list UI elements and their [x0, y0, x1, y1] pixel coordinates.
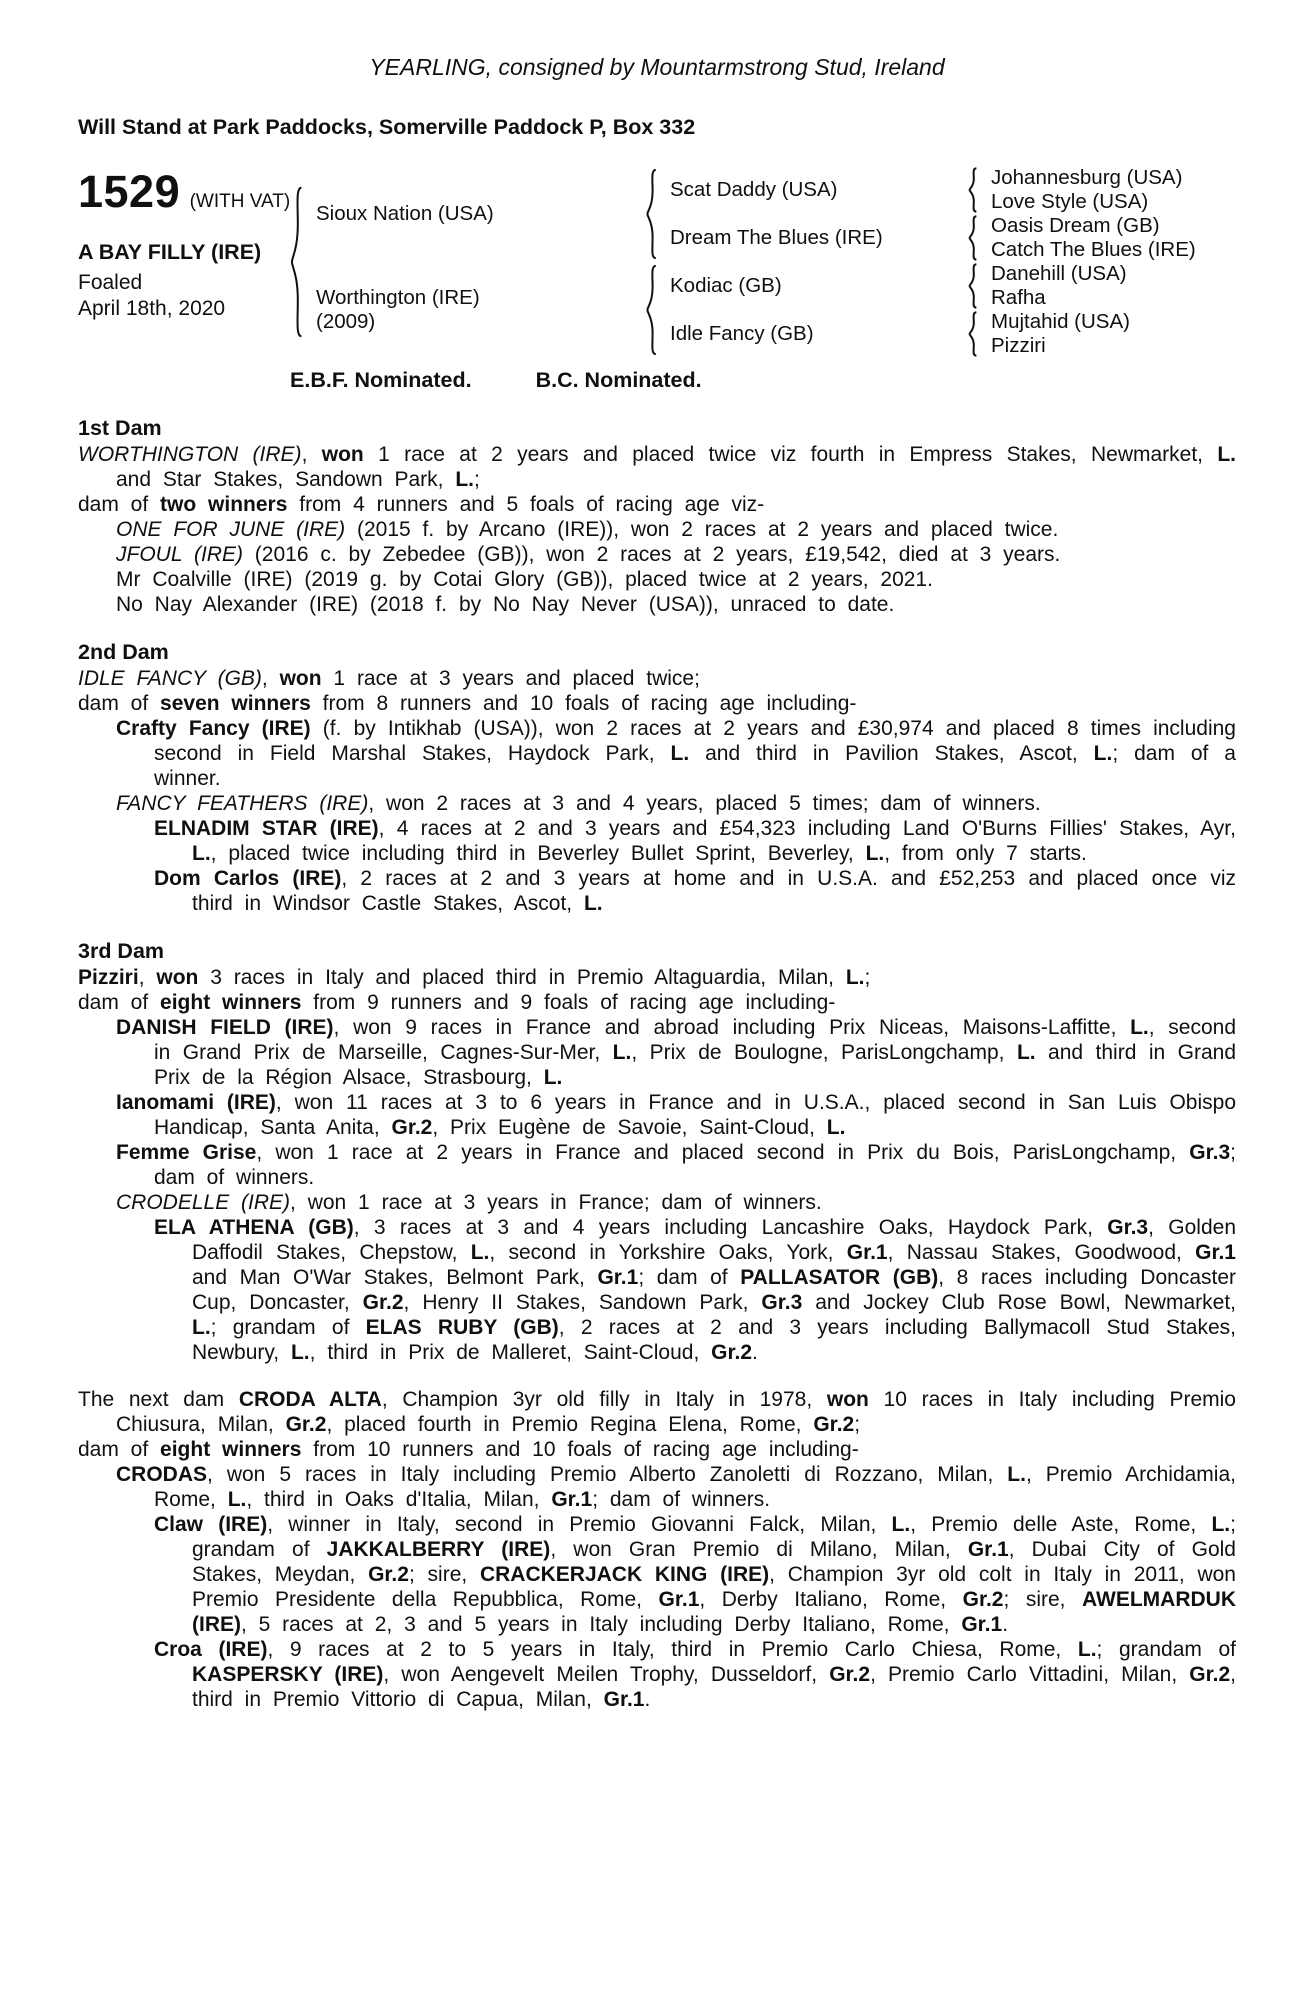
text-run: ; sire, — [1003, 1588, 1082, 1611]
text-run: L. — [1130, 1016, 1149, 1039]
text-run: PALLASATOR (GB) — [740, 1266, 939, 1289]
text-run: , 5 races at 2, 3 and 5 years in Italy including Derby Italiano, Rome, — [241, 1613, 962, 1636]
text-run: L. — [865, 842, 885, 865]
great-grandparent-5: Danehill (USA) — [991, 262, 1127, 285]
text-run: IDLE FANCY (GB) — [78, 667, 262, 690]
text-run: L. — [227, 1488, 247, 1511]
text-run: from 9 runners and 9 foals of racing age including- — [301, 991, 836, 1014]
foaled-date: April 18th, 2020 — [78, 297, 226, 320]
text-run: L. — [670, 742, 690, 765]
text-run: 1 race at 3 years and placed twice; — [321, 667, 700, 690]
text-run: , Premio Archidamia, Rome, — [154, 1463, 1236, 1511]
text-run: , won 1 race at 3 years in France; dam of winners. — [290, 1191, 822, 1214]
text-run: Gr.2 — [829, 1663, 871, 1686]
text-run: L. — [192, 1316, 211, 1339]
catalogue-paragraph — [78, 791, 1236, 816]
text-run: , placed fourth in Premio Regina Elena, Rome, — [326, 1413, 814, 1436]
text-run: L. — [583, 892, 603, 915]
great-grandparent-7: Mujtahid (USA) — [991, 310, 1130, 333]
text-run: dam of — [78, 991, 161, 1014]
text-run: , 8 races including Doncaster Cup, Doncaster, — [192, 1266, 1237, 1314]
text-run: Gr.2 — [285, 1413, 327, 1436]
great-grandparent-3: Oasis Dream (GB) — [991, 214, 1160, 237]
catalogue-paragraph — [78, 492, 1236, 517]
text-run: , third in Prix de Malleret, Saint-Cloud, — [309, 1341, 712, 1364]
ebf-nominated: E.B.F. Nominated. — [290, 368, 472, 392]
text-run: Gr.3 — [1189, 1141, 1231, 1164]
text-run: , Golden Daffodil Stakes, Chepstow, — [192, 1216, 1236, 1264]
text-run: CRODA ALTA — [238, 1388, 382, 1411]
text-run: ; — [864, 966, 871, 989]
text-run: Gr.2 — [391, 1116, 433, 1139]
text-run: Gr.2 — [962, 1588, 1004, 1611]
text-run: and Man O'War Stakes, Belmont Park, — [192, 1266, 598, 1289]
text-run: , third in Premio Vittorio di Capua, Milan, — [192, 1663, 1236, 1711]
text-run: Gr.2 — [362, 1291, 404, 1314]
catalogue-paragraph — [78, 1140, 1236, 1190]
dam-section — [78, 938, 1236, 1365]
text-run: and Jockey Club Rose Bowl, Newmarket, — [802, 1291, 1236, 1314]
text-run: , Champion 3yr old colt in Italy in 2011, won Premio Presidente della Repubblica, Rome, — [192, 1563, 1236, 1611]
text-run: 3 races in Italy and placed third in Premio Altaguardia, Milan, — [198, 966, 846, 989]
text-run: , Henry II Stakes, Sandown Park, — [403, 1291, 762, 1314]
great-grandparent-4: Catch The Blues (IRE) — [991, 238, 1196, 261]
text-run: from 8 runners and 10 foals of racing age including- — [310, 692, 857, 715]
text-run: , won 2 races at 3 and 4 years, placed 5 times; dam of winners. — [368, 792, 1041, 815]
text-run: Gr.1 — [1195, 1241, 1236, 1264]
text-run: Gr.1 — [658, 1588, 700, 1611]
text-run: CRACKERJACK KING (IRE) — [479, 1563, 770, 1586]
text-run: , 4 races at 2 and 3 years and £54,323 including Land O'Burns Fillies' Stakes, Ayr, — [378, 817, 1236, 840]
text-run: Gr.1 — [967, 1538, 1009, 1561]
text-run: ; sire, — [408, 1563, 480, 1586]
brace-icon — [287, 183, 305, 341]
catalogue-paragraph — [78, 567, 1236, 592]
text-run: ; dam of winners. — [154, 1141, 1236, 1189]
text-run: dam of — [78, 493, 161, 516]
text-run: , Prix de Boulogne, ParisLongchamp, — [631, 1041, 1017, 1064]
catalogue-paragraph — [78, 816, 1236, 866]
text-run: L. — [1217, 443, 1237, 466]
section-heading: 1st Dam — [78, 416, 162, 440]
text-run: No Nay Alexander (IRE) (2018 f. by No Nay Never (USA)), unraced to date. — [116, 593, 895, 616]
dam-section — [78, 1387, 1236, 1712]
text-run: L. — [192, 842, 211, 865]
sire-sire-brace — [959, 166, 985, 214]
text-run: L. — [1077, 1638, 1097, 1661]
text-run: Gr.2 — [1189, 1663, 1231, 1686]
text-run: won — [156, 966, 199, 989]
pedigree-block — [78, 166, 1236, 358]
text-run: L. — [891, 1513, 911, 1536]
text-run: L. — [1016, 1041, 1036, 1064]
lot-number-line — [78, 166, 291, 218]
dam-cell — [308, 262, 638, 358]
text-run: , winner in Italy, second in Premio Giovanni Falck, Milan, — [267, 1513, 892, 1536]
catalogue-paragraph — [78, 1462, 1236, 1512]
text-run: L. — [1211, 1513, 1231, 1536]
dam-dam: Idle Fancy (GB) — [670, 322, 814, 345]
text-run: , won 9 races in France and abroad including Prix Niceas, Maisons-Laffitte, — [333, 1016, 1131, 1039]
catalogue-paragraph — [78, 1215, 1236, 1365]
text-run: and third in Pavilion Stakes, Ascot, — [689, 742, 1094, 765]
sire-name: Sioux Nation (USA) — [316, 202, 494, 225]
text-run: from 10 runners and 10 foals of racing age including- — [301, 1438, 859, 1461]
catalogue-paragraph — [78, 442, 1236, 492]
great-grandparent-8: Pizziri — [991, 334, 1046, 357]
text-run: , won Aengevelt Meilen Trophy, Dusseldorf, — [383, 1663, 830, 1686]
text-run: , second in Grand Prix de Marseille, Cagnes-Sur-Mer, — [154, 1016, 1237, 1064]
dam-brace — [638, 262, 664, 358]
text-run: JAKKALBERRY (IRE) — [326, 1538, 551, 1561]
catalogue-paragraph — [78, 542, 1236, 567]
section-heading: 3rd Dam — [78, 939, 165, 963]
text-run: , Nassau Stakes, Goodwood, — [887, 1241, 1196, 1264]
text-run: dam of — [78, 692, 161, 715]
text-run: L. — [1093, 742, 1113, 765]
text-run: (f. by Intikhab (USA)), won 2 races at 2 years and £30,974 and placed 8 times including second in Field Marshal Stakes, Haydock Park, — [154, 717, 1236, 765]
catalogue-paragraph — [78, 1437, 1236, 1462]
text-run: Croa (IRE) — [154, 1638, 268, 1661]
catalogue-paragraph — [78, 1190, 1236, 1215]
text-run: , won 11 races at 3 to 6 years in France and in U.S.A., placed second in San Luis Obispo Handicap, Santa Anita, — [154, 1091, 1237, 1139]
text-run: , — [138, 966, 157, 989]
text-run: , from only 7 starts. — [884, 842, 1087, 865]
text-run: Gr.1 — [961, 1613, 1003, 1636]
sire-sire: Scat Daddy (USA) — [670, 178, 838, 201]
text-run: , won 1 race at 2 years in France and placed second in Prix du Bois, ParisLongchamp, — [256, 1141, 1190, 1164]
text-run: WORTHINGTON (IRE) — [78, 443, 302, 466]
sire-dam: Dream The Blues (IRE) — [670, 226, 883, 249]
dam-section — [78, 639, 1236, 916]
text-run: CRODAS — [116, 1463, 208, 1486]
text-run: , — [261, 667, 280, 690]
text-run: AWELMARDUK (IRE) — [192, 1588, 1236, 1636]
great-grandparent-1: Johannesburg (USA) — [991, 166, 1183, 189]
brace-icon — [643, 167, 659, 261]
text-run: ; grandam of — [1096, 1638, 1236, 1661]
text-run: L. — [290, 1341, 310, 1364]
horse-name: A BAY FILLY (IRE) — [78, 240, 262, 264]
text-run: L. — [845, 966, 865, 989]
lot-number: 1529 — [78, 166, 181, 217]
text-run: Gr.1 — [846, 1241, 888, 1264]
catalogue-paragraph — [78, 1512, 1236, 1637]
text-run: , won Gran Premio di Milano, Milan, — [550, 1538, 968, 1561]
text-run: , 9 races at 2 to 5 years in Italy, third in Premio Carlo Chiesa, Rome, — [267, 1638, 1078, 1661]
bc-nominated: B.C. Nominated. — [535, 368, 702, 392]
text-run: won — [826, 1388, 869, 1411]
text-run: . — [1002, 1613, 1009, 1636]
text-run: Mr Coalville (IRE) (2019 g. by Cotai Glory (GB)), placed twice at 2 years, 2021. — [116, 568, 933, 591]
catalogue-paragraph — [78, 517, 1236, 542]
text-run: (2016 c. by Zebedee (GB)), won 2 races at 2 years, £19,542, died at 3 years. — [242, 543, 1061, 566]
text-run: . — [644, 1688, 651, 1711]
text-run: , Champion 3yr old filly in Italy in 1978, — [381, 1388, 827, 1411]
text-run: , — [301, 443, 322, 466]
text-run: L. — [543, 1066, 563, 1089]
text-run: 1 race at 2 years and placed twice viz fourth in Empress Stakes, Newmarket, — [363, 443, 1218, 466]
text-run: Gr.2 — [368, 1563, 409, 1586]
text-run: dam of — [78, 1438, 161, 1461]
text-run: JFOUL (IRE) — [116, 543, 243, 566]
catalogue-paragraph — [78, 990, 1236, 1015]
text-run: seven winners — [160, 692, 311, 715]
text-run: Gr.2 — [813, 1413, 855, 1436]
catalogue-paragraph — [78, 965, 1236, 990]
brace-icon — [966, 215, 979, 261]
text-run: ; grandam of — [210, 1316, 366, 1339]
text-run: 10 races in Italy including Premio Chiusura, Milan, — [116, 1388, 1236, 1436]
text-run: Dom Carlos (IRE) — [154, 867, 342, 890]
catalogue-paragraph — [78, 866, 1236, 916]
consignment-title: YEARLING, consigned by Mountarmstrong Stud, Ireland — [369, 54, 945, 80]
text-run: ; — [474, 468, 480, 491]
sire-dam-brace — [959, 214, 985, 262]
text-run: eight winners — [160, 991, 302, 1014]
text-run: L. — [470, 1241, 490, 1264]
text-run: Gr.1 — [551, 1488, 593, 1511]
text-run: ; — [854, 1413, 861, 1436]
dam-section — [78, 415, 1236, 617]
text-run: L. — [826, 1116, 846, 1139]
text-run: CRODELLE (IRE) — [116, 1191, 291, 1214]
dam-name: Worthington (IRE) — [316, 286, 480, 309]
text-run: , 3 races at 3 and 4 years including Lancashire Oaks, Haydock Park, — [353, 1216, 1108, 1239]
text-run: , Premio Carlo Vittadini, Milan, — [870, 1663, 1190, 1686]
dam-year: (2009) — [316, 310, 376, 333]
nominations — [78, 368, 1236, 393]
catalogue-paragraph — [78, 666, 1236, 691]
text-run: Gr.1 — [603, 1688, 645, 1711]
text-run: Ianomami (IRE) — [116, 1091, 276, 1114]
brace-icon — [966, 311, 979, 357]
sire-brace — [638, 166, 664, 262]
text-run: Femme Grise — [116, 1141, 257, 1164]
text-run: ONE FOR JUNE (IRE) — [116, 518, 346, 541]
text-run: Crafty Fancy (IRE) — [116, 717, 311, 740]
catalogue-paragraph — [78, 592, 1236, 617]
catalogue-body — [78, 415, 1236, 1712]
great-grandparent-2: Love Style (USA) — [991, 190, 1149, 213]
text-run: ELA ATHENA (GB) — [154, 1216, 354, 1239]
text-run: , third in Oaks d'Italia, Milan, — [246, 1488, 552, 1511]
stand-location: Will Stand at Park Paddocks, Somerville Paddock P, Box 332 — [78, 115, 696, 139]
text-run: and third in Grand Prix de la Région Alsace, Strasbourg, — [154, 1041, 1236, 1089]
dam-sire: Kodiac (GB) — [670, 274, 782, 297]
text-run: Gr.3 — [1107, 1216, 1149, 1239]
text-run: won — [279, 667, 322, 690]
text-run: , placed twice including third in Beverley Bullet Sprint, Beverley, — [210, 842, 866, 865]
catalogue-paragraph — [78, 691, 1236, 716]
text-run: The next dam — [78, 1388, 239, 1411]
text-run: , Derby Italiano, Rome, — [699, 1588, 963, 1611]
foaled-label: Foaled — [78, 271, 143, 294]
catalogue-paragraph — [78, 1015, 1236, 1090]
text-run: . — [752, 1341, 758, 1364]
text-run: and Star Stakes, Sandown Park, — [116, 468, 456, 491]
text-run: , Dubai City of Gold Stakes, Meydan, — [192, 1538, 1236, 1586]
text-run: DANISH FIELD (IRE) — [116, 1016, 334, 1039]
text-run: FANCY FEATHERS (IRE) — [116, 792, 369, 815]
text-run: ; dam of — [638, 1266, 741, 1289]
text-run: ELAS RUBY (GB) — [365, 1316, 559, 1339]
text-run: , 2 races at 2 and 3 years at home and in U.S.A. and £52,253 and placed once viz third in Windsor Castle Stakes, Ascot, — [192, 867, 1237, 915]
brace-icon — [966, 263, 979, 309]
text-run: ; dam of winners. — [592, 1488, 771, 1511]
text-run: Gr.2 — [711, 1341, 753, 1364]
text-run: L. — [455, 468, 475, 491]
text-run: L. — [1007, 1463, 1026, 1486]
catalogue-paragraph — [78, 716, 1236, 791]
text-run: , won 5 races in Italy including Premio Alberto Zanoletti di Rozzano, Milan, — [207, 1463, 1008, 1486]
text-run: from 4 runners and 5 foals of racing age viz- — [287, 493, 765, 516]
vat-note: (WITH VAT) — [189, 191, 291, 212]
great-grandparent-6: Rafha — [991, 286, 1046, 309]
text-run: ; grandam of — [192, 1513, 1236, 1561]
pedigree-tree — [308, 166, 1236, 358]
pedigree-outer-brace — [284, 166, 308, 358]
text-run: KASPERSKY (IRE) — [192, 1663, 384, 1686]
text-run: (2015 f. by Arcano (IRE)), won 2 races at 2 years and placed twice. — [345, 518, 1059, 541]
text-run: won — [321, 443, 364, 466]
text-run: ; dam of a winner. — [154, 742, 1236, 790]
catalogue-paragraph — [78, 1387, 1236, 1437]
section-heading: 2nd Dam — [78, 640, 169, 664]
text-run: , second in Yorkshire Oaks, York, — [489, 1241, 847, 1264]
text-run: Gr.3 — [761, 1291, 803, 1314]
text-run: ELNADIM STAR (IRE) — [154, 817, 379, 840]
brace-icon — [643, 263, 659, 357]
text-run: , 2 races at 2 and 3 years including Ballymacoll Stud Stakes, Newbury, — [192, 1316, 1236, 1364]
dam-sire-brace — [959, 262, 985, 310]
dam-dam-brace — [959, 310, 985, 358]
brace-icon — [966, 167, 979, 213]
catalogue-paragraph — [78, 1090, 1236, 1140]
text-run: Claw (IRE) — [154, 1513, 268, 1536]
text-run: eight winners — [160, 1438, 302, 1461]
text-run: Gr.1 — [597, 1266, 639, 1289]
text-run: L. — [612, 1041, 632, 1064]
text-run: two winners — [160, 493, 288, 516]
text-run: , Premio delle Aste, Rome, — [910, 1513, 1212, 1536]
catalogue-paragraph — [78, 1637, 1236, 1712]
text-run: , Prix Eugène de Savoie, Saint-Cloud, — [432, 1116, 827, 1139]
text-run: Pizziri — [78, 966, 139, 989]
lot-info — [78, 166, 291, 322]
